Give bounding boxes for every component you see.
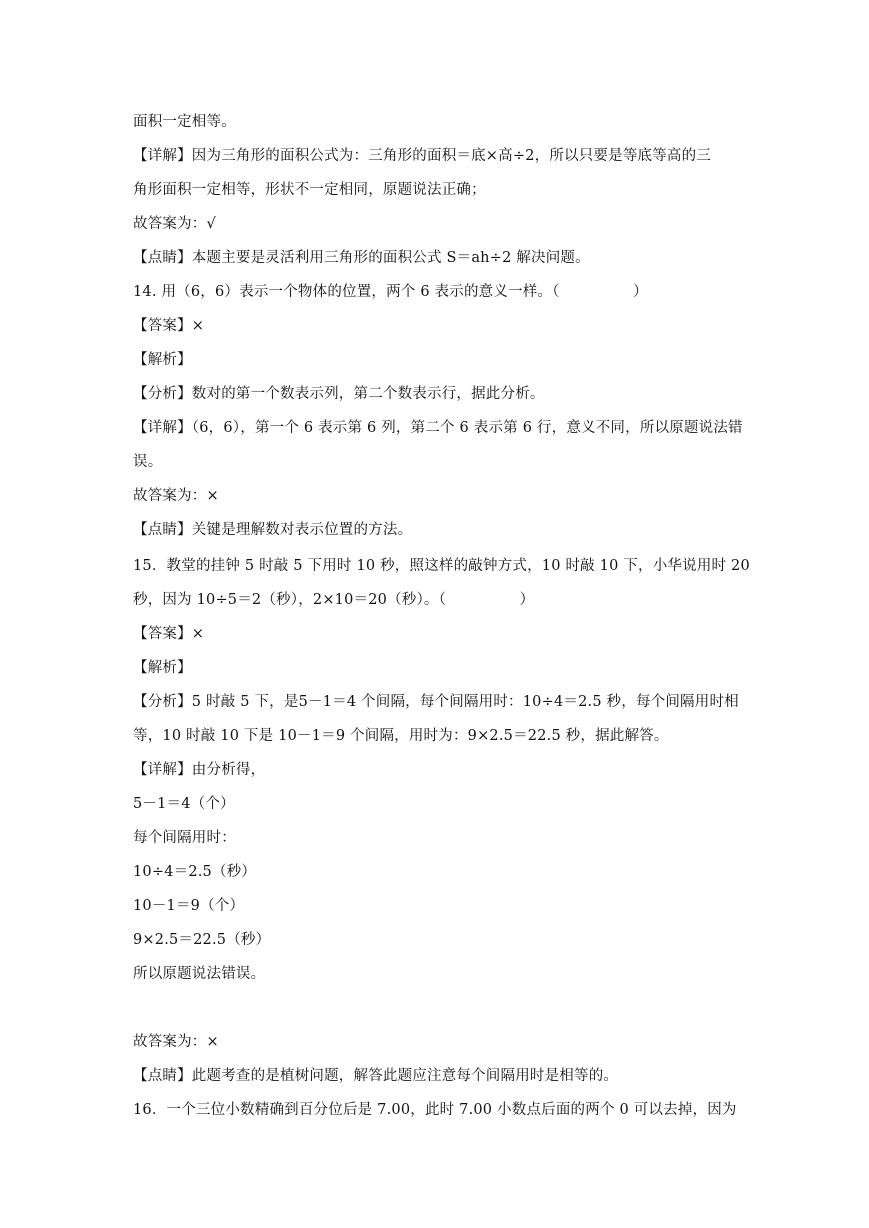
text-line: 所以原题说法错误。 [133, 966, 266, 982]
answer-label: 【答案】× [133, 318, 205, 334]
text-line: 面积一定相等。 [133, 114, 236, 130]
text-line: 10－1＝9（个） [133, 898, 245, 914]
text-line: 【点睛】本题主要是灵活利用三角形的面积公式 S＝ah÷2 解决问题。 [133, 250, 590, 266]
answer-label: 【答案】× [133, 626, 205, 642]
text-line: 【分析】5 时敲 5 下，是5－1＝4 个间隔，每个间隔用时：10÷4＝2.5 秒，每个间隔用时相 [133, 694, 739, 710]
text-line: 【分析】数对的第一个数表示列，第二个数表示行，据此分析。 [133, 386, 545, 402]
question-15: 15．教堂的挂钟 5 时敲 5 下用时 10 秒，照这样的敲钟方式，10 时敲 10 下，小华说用时 20 [133, 558, 750, 574]
text-line: 角形面积一定相等，形状不一定相同，原题说法正确； [133, 182, 486, 198]
analysis-heading: 【解析】 [133, 352, 192, 368]
text-line: 【详解】（6，6），第一个 6 表示第 6 列，第二个 6 表示第 6 行，意义不同，所以原题说法错 [133, 420, 743, 436]
text-line: 【详解】由分析得， [133, 762, 266, 778]
text-line: 【点睛】此题考查的是植树问题，解答此题应注意每个间隔用时是相等的。 [133, 1068, 619, 1084]
text-line: 【详解】因为三角形的面积公式为：三角形的面积＝底×高÷2，所以只要是等底等高的三 [133, 148, 712, 164]
text-line: 故答案为：√ [133, 216, 216, 232]
text-line: 9×2.5＝22.5（秒） [133, 932, 271, 948]
text-line: 秒，因为 10÷5＝2（秒），2×10＝20（秒）。（ ） [133, 592, 535, 608]
text-line: 10÷4＝2.5（秒） [133, 864, 257, 880]
analysis-heading: 【解析】 [133, 660, 192, 676]
text-line: 故答案为：× [133, 1034, 219, 1050]
question-16: 16．一个三位小数精确到百分位后是 7.00，此时 7.00 小数点后面的两个 0 可以去掉，因为 [133, 1102, 737, 1118]
text-line: 故答案为：× [133, 488, 219, 504]
question-14: 14. 用（6，6）表示一个物体的位置，两个 6 表示的意义一样。（ ） [133, 284, 648, 300]
text-line: 每个间隔用时： [133, 830, 236, 846]
text-line: 误。 [133, 454, 163, 470]
text-line: 等，10 时敲 10 下是 10－1＝9 个间隔，用时为：9×2.5＝22.5 秒，据此解答。 [133, 728, 669, 744]
text-line: 【点睛】关键是理解数对表示位置的方法。 [133, 522, 413, 538]
text-line: 5－1＝4（个） [133, 796, 235, 812]
